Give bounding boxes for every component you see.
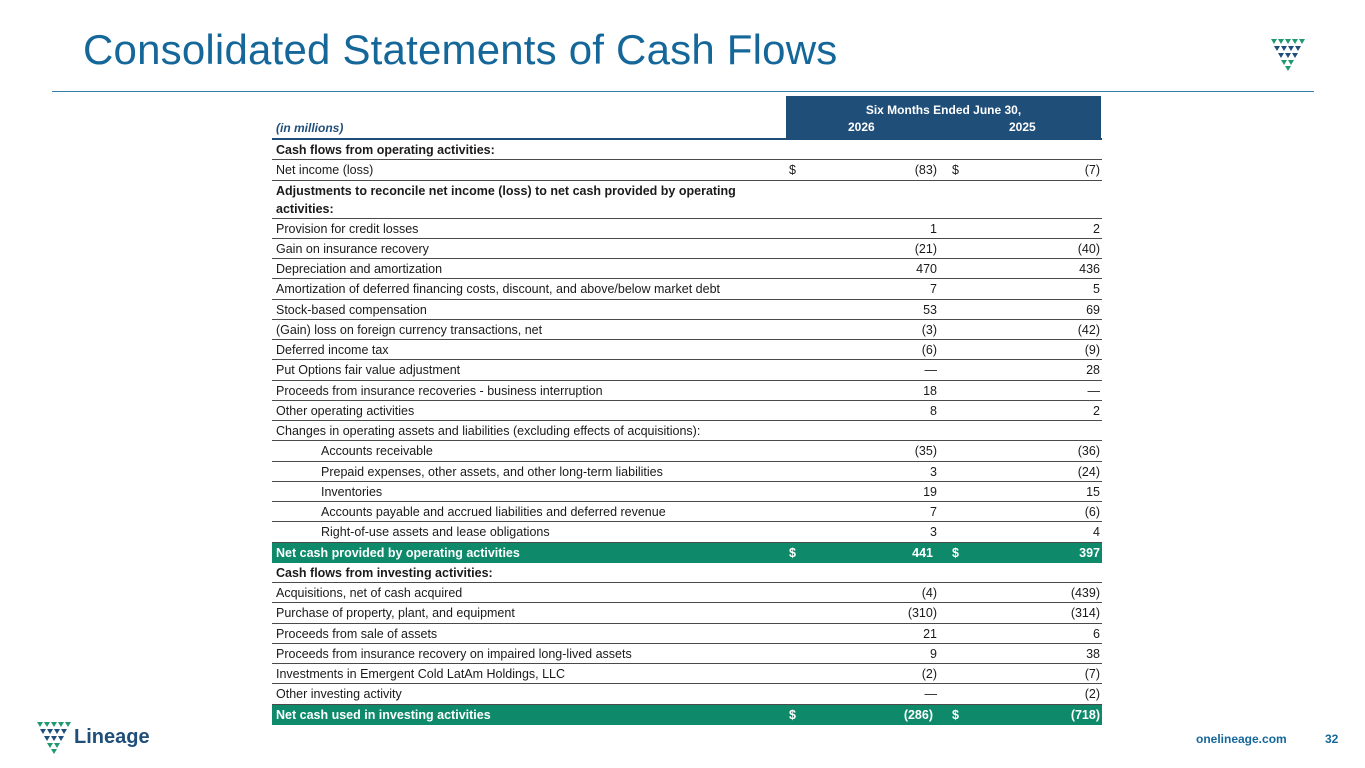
currency-symbol: $: [952, 707, 959, 722]
row-label: Inventories: [321, 484, 383, 499]
value-2025: 4: [1093, 525, 1100, 540]
units-label: (in millions): [276, 121, 344, 135]
row-label: Gain on insurance recovery: [276, 241, 429, 256]
currency-symbol: $: [789, 163, 796, 178]
row-label: Accounts payable and accrued liabilities and deferred revenue: [321, 505, 666, 519]
cash-flow-table: [272, 96, 1102, 725]
value-2025: (7): [1084, 163, 1100, 178]
lineage-footer-logo-icon: [36, 720, 72, 754]
value-2025: (7): [1084, 667, 1100, 681]
brand-wordmark: Lineage: [74, 726, 150, 748]
value-2025: (314): [1070, 606, 1100, 621]
value-2026: (83): [914, 163, 937, 178]
value-2025: 5: [1093, 282, 1100, 297]
row-label: Prepaid expenses, other assets, and other long-term liabilities: [321, 464, 663, 479]
value-2025: 2: [1093, 221, 1100, 236]
value-2025: 2: [1093, 403, 1100, 418]
row-label: Net income (loss): [276, 163, 374, 178]
value-2026: 53: [923, 302, 937, 317]
value-2025: 69: [1086, 302, 1100, 317]
value-2025: —: [1087, 383, 1100, 398]
website-link[interactable]: onelineage.com: [1196, 732, 1287, 746]
value-2025: (6): [1084, 505, 1100, 519]
year-2026-header: 2026: [848, 120, 875, 134]
table-row: [272, 603, 1102, 623]
row-label: Provision for credit losses: [276, 221, 419, 236]
value-2026: 3: [930, 525, 937, 540]
table-row: [272, 320, 1102, 340]
row-label: Amortization of deferred financing costs, discount, and above/below market debt: [276, 282, 721, 297]
value-2025: (42): [1077, 322, 1100, 337]
table-row: [272, 421, 1102, 441]
section-header-row: [272, 140, 1102, 160]
value-2026: 1: [930, 221, 937, 236]
table-row: [272, 583, 1102, 603]
row-label: Other operating activities: [276, 403, 415, 418]
value-2026: 3: [930, 464, 937, 479]
value-2026: (310): [907, 606, 937, 621]
row-label: Stock-based compensation: [276, 302, 427, 317]
value-2025: (2): [1084, 687, 1100, 702]
value-2026: 8: [930, 403, 937, 418]
table-row: [272, 340, 1102, 360]
row-label: (Gain) loss on foreign currency transactions, net: [276, 322, 543, 337]
value-2026: 7: [930, 282, 937, 297]
table-row: [272, 624, 1102, 644]
value-2025: (718): [1070, 707, 1100, 722]
table-row: [272, 259, 1102, 279]
total-row: [272, 705, 1102, 725]
value-2026: (2): [921, 667, 937, 681]
table-row: [272, 160, 1102, 180]
value-2025: (40): [1077, 241, 1100, 256]
row-label: Cash flows from operating activities:: [276, 143, 495, 157]
value-2026: 7: [930, 505, 937, 519]
value-2025: 28: [1086, 363, 1100, 378]
value-2026: (6): [921, 343, 937, 357]
value-2026: (3): [921, 322, 937, 337]
value-2025: (439): [1070, 586, 1100, 600]
row-label: Depreciation and amortization: [276, 262, 443, 276]
currency-symbol: $: [789, 707, 796, 722]
table-row: [272, 502, 1102, 522]
table-row: [272, 219, 1102, 239]
row-label: Accounts receivable: [321, 444, 433, 459]
row-label: Acquisitions, net of cash acquired: [276, 586, 463, 600]
row-label: Purchase of property, plant, and equipment: [276, 606, 515, 621]
value-2026: 441: [912, 545, 933, 560]
value-2025: (24): [1077, 464, 1100, 479]
value-2026: (286): [903, 707, 933, 722]
value-2025: 6: [1093, 626, 1100, 641]
row-label: Cash flows from investing activities:: [276, 565, 493, 580]
table-row: [272, 664, 1102, 684]
currency-symbol: $: [789, 545, 796, 560]
table-header: [272, 96, 1102, 140]
row-label: Proceeds from insurance recoveries - business interruption: [276, 383, 603, 398]
value-2025: 397: [1079, 545, 1100, 560]
table-row: [272, 300, 1102, 320]
page-title: Consolidated Statements of Cash Flows: [83, 26, 838, 73]
lineage-logo-icon: [1270, 37, 1306, 73]
row-label: Proceeds from insurance recovery on impaired long-lived assets: [276, 646, 632, 661]
value-2025: 436: [1079, 262, 1100, 276]
page-number: 32: [1325, 732, 1339, 746]
currency-symbol: $: [952, 163, 959, 178]
value-2025: (36): [1077, 444, 1100, 459]
row-label: Investments in Emergent Cold LatAm Holdings, LLC: [276, 667, 566, 681]
value-2026: (21): [914, 241, 937, 256]
row-label: Net cash used in investing activities: [276, 707, 491, 722]
table-body: [272, 140, 1102, 725]
row-label: Changes in operating assets and liabilities (excluding effects of acquisitions):: [276, 424, 701, 438]
row-label: Net cash provided by operating activities: [276, 545, 520, 560]
year-2025-header: 2025: [1009, 120, 1036, 134]
row-label: Put Options fair value adjustment: [276, 363, 461, 378]
value-2026: 18: [923, 383, 937, 398]
value-2026: (35): [914, 444, 937, 459]
table-row: [272, 462, 1102, 482]
table-row: [272, 381, 1102, 401]
value-2025: 15: [1086, 484, 1100, 499]
total-row: [272, 543, 1102, 563]
value-2026: 19: [923, 484, 937, 499]
value-2026: —: [924, 687, 937, 702]
table-row: [272, 360, 1102, 380]
row-label: Right-of-use assets and lease obligations: [321, 525, 550, 540]
value-2026: 21: [923, 626, 937, 641]
table-row: [272, 684, 1102, 704]
table-row: [272, 441, 1102, 461]
value-2025: (9): [1084, 343, 1100, 357]
value-2025: 38: [1086, 646, 1100, 661]
row-label: Deferred income tax: [276, 343, 389, 357]
table-row: [272, 239, 1102, 259]
table-row: [272, 522, 1102, 542]
table-row: [272, 279, 1102, 299]
value-2026: (4): [921, 586, 937, 600]
period-header: [786, 96, 1101, 138]
table-row: [272, 644, 1102, 664]
row-label: Proceeds from sale of assets: [276, 626, 438, 641]
section-header-row: [272, 563, 1102, 583]
section-header-row: [272, 181, 1102, 219]
value-2026: 470: [916, 262, 937, 276]
period-label: Six Months Ended June 30,: [865, 103, 1022, 117]
value-2026: —: [924, 363, 937, 378]
table-row: [272, 482, 1102, 502]
row-label: Adjustments to reconcile net income (loss) to net cash provided by operating activities:: [276, 183, 736, 216]
table-row: [272, 401, 1102, 421]
currency-symbol: $: [952, 545, 959, 560]
title-divider: [52, 91, 1314, 92]
value-2026: 9: [930, 646, 937, 661]
row-label: Other investing activity: [276, 687, 402, 702]
